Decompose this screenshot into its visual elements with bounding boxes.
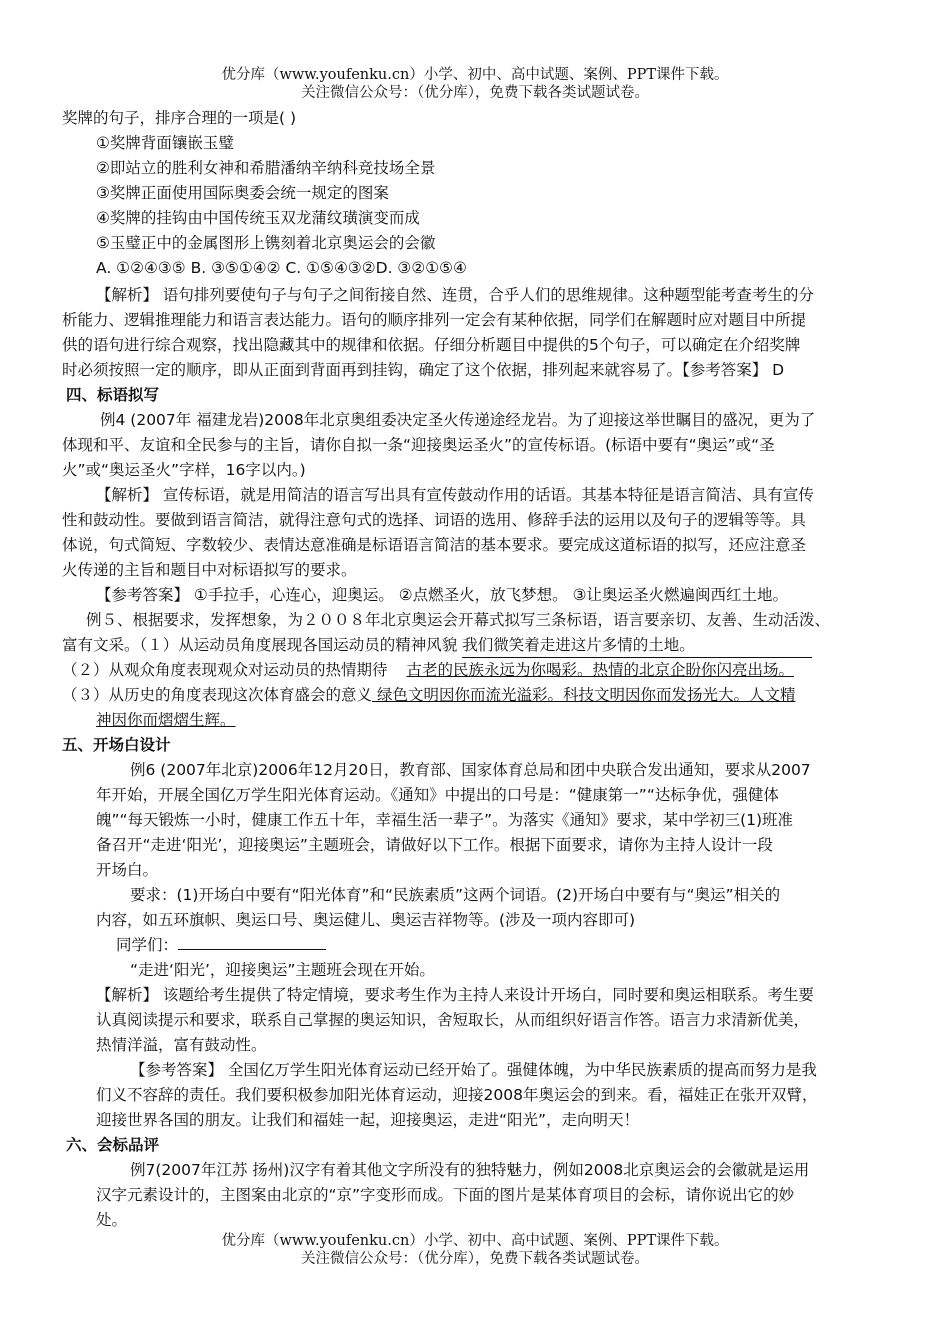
example-text: 年开始，开展全国亿万学生阳光体育运动。《通知》中提出的口号是：“健康第一”“达标争优，强健体 [96, 786, 779, 804]
answer-blank [178, 935, 326, 950]
underlined-answer: 神因你而熠熠生辉。 [96, 711, 236, 729]
analysis-text: 体说，句式简短、字数较少、表情达意准确是标语语言简洁的基本要求。要完成这道标语的拟写，还应注意圣 [62, 536, 807, 554]
example-text: 汉字元素设计的，主图案由北京的“京”字变形而成。下面的图片是某体育项目的会标，请你说出它的妙 [96, 1186, 795, 1204]
analysis-text: 性和鼓动性。要做到语言简洁，就得注意句式的选择、词语的选用、修辞手法的运用以及句子的逻辑等等。具 [62, 511, 807, 529]
section-heading: 六、会标品评 [66, 1136, 160, 1154]
list-item: ②即站立的胜利女神和希腊潘纳辛纳科竞技场全景 [96, 159, 436, 177]
analysis-text: 析能力、逻辑推理能力和语言表达能力。语句的顺序排列一定会有某种依据，同学们在解题时应对题目中所提 [62, 311, 807, 329]
header-line-1: 优分库（www.youfenku.cn）小学、初中、高中试题、案例、PPT课件下载。 [221, 67, 729, 83]
section-heading: 四、标语拟写 [66, 386, 160, 404]
prompt-text: （３）从历史的角度表现这次体育盛会的意义 [62, 686, 373, 704]
analysis-text: 【解析】 该题给考生提供了特定情境，要求考生作为主持人来设计开场白，同时要和奥运相联系。考生要 [96, 986, 814, 1004]
header-line-2: 关注微信公众号：（优分库），免费下载各类试题试卷。 [301, 85, 649, 101]
example-text: 开场白。 [96, 861, 159, 879]
example-line [62, 633, 812, 658]
prompt-text: 富有文采。（１）从运动员角度展现各国运动员的精神风貌 [62, 636, 463, 654]
example-text: 处。 [96, 1211, 128, 1229]
underlined-answer: 我们微笑着走进这片多情的土地。 [462, 633, 812, 658]
requirement-text: 要求：(1)开场白中要有“阳光体育”和“民族素质”这两个词语。(2)开场白中要有与“奥运”相关的 [130, 886, 781, 904]
analysis-text: 【解析】 语句排列要使句子与句子之间衔接自然、连贯，合乎人们的思维规律。这种题型能考查考生的分 [96, 286, 814, 304]
reference-answer: 们义不容辞的责任。我们要积极参加阳光体育运动，迎接2008年奥运会的到来。看，福娃正在张开双臂， [96, 1086, 818, 1104]
reference-answer: 【参考答案】 全国亿万学生阳光体育运动已经开始了。强健体魄，为中华民族素质的提高而努力是我 [130, 1061, 817, 1079]
reference-answer: 【参考答案】 ①手拉手，心连心，迎奥运。 ②点燃圣火，放飞梦想。 ③让奥运圣火燃遍闽西红土地。 [96, 586, 788, 604]
theme-text: “走进‘阳光’，迎接奥运”主题班会现在开始。 [130, 961, 435, 979]
analysis-text: 供的语句进行综合观察，找出隐藏其中的规律和依据。仔细分析题目中提供的5个句子，可以确定在介绍奖牌 [62, 336, 801, 354]
answer-options: A. ①②④③⑤ B. ③⑤①④② C. ①⑤④③②D. ③②①⑤④ [96, 259, 467, 277]
list-item: ③奖牌正面使用国际奥委会统一规定的图案 [96, 184, 389, 202]
greeting-text: 同学们： [116, 936, 179, 954]
analysis-text: 时必须按照一定的顺序，即从正面到背面再到挂钩，确定了这个依据，排列起来就容易了。【参考答案】 D [62, 361, 785, 379]
underlined-answer: 古老的民族永远为你喝彩。热情的北京企盼你闪亮出场。 [406, 661, 794, 679]
example-line [62, 683, 795, 707]
example-text: 魄”“每天锻炼一小时，健康工作五十年，幸福生活一辈子”。为落实《通知》要求，某中学初三(1)班准 [96, 811, 794, 829]
requirement-text: 内容，如五环旗帜、奥运口号、奥运健儿、奥运吉祥物等。(涉及一项内容即可) [96, 911, 636, 929]
section-heading: 五、开场白设计 [62, 736, 171, 754]
reference-answer: 迎接世界各国的朋友。让我们和福娃一起，迎接奥运，走进“阳光”，走向明天！ [96, 1111, 640, 1129]
example-line [62, 658, 794, 682]
example-text: 例7(2007年江苏 扬州)汉字有着其他文字所没有的独特魅力，例如2008北京奥运会的会徽就是运用 [130, 1161, 810, 1179]
example-text: 火”或“奥运圣火”字样，16字以内。) [62, 461, 306, 479]
example-text: 备召开“走进‘阳光’，迎接奥运”主题班会，请做好以下工作。根据下面要求，请你为主持人设计一段 [96, 836, 773, 854]
underlined-answer: 绿色文明因你而流光溢彩。科技文明因你而发扬光大。人文精 [372, 686, 796, 704]
analysis-text: 【解析】 宣传标语，就是用简洁的语言写出具有宣传鼓动作用的话语。其基本特征是语言简洁、具有宣传 [96, 486, 814, 504]
greeting-line [116, 933, 326, 957]
list-item: ⑤玉璧正中的金属图形上镌刻着北京奥运会的会徽 [96, 234, 436, 252]
analysis-text: 热情洋溢，富有鼓动性。 [96, 1036, 267, 1054]
analysis-text: 火传递的主旨和题目中对标语拟写的要求。 [62, 561, 357, 579]
analysis-text: 认真阅读提示和要求，联系自己掌握的奥运知识，舍短取长，从而组织好语言作答。语言力求清新优美， [96, 1011, 810, 1029]
example-text: 例6 (2007年北京)2006年12月20日，教育部、国家体育总局和团中央联合发出通知，要求从2007 [130, 761, 811, 779]
footer-line-2: 关注微信公众号：（优分库），免费下载各类试题试卷。 [301, 1251, 649, 1267]
list-item: ④奖牌的挂钩由中国传统玉双龙蒲纹璜演变而成 [96, 209, 420, 227]
example-text: 例５、根据要求，发挥想象，为２００８年北京奥运会开幕式拟写三条标语，语言要亲切、友善、生动活泼、 [86, 611, 831, 629]
example-text: 例4 (2007年 福建龙岩)2008年北京奥组委决定圣火传递途经龙岩。为了迎接这举世瞩目的盛况，更为了 [100, 411, 816, 429]
list-item: ①奖牌背面镶嵌玉璧 [96, 134, 234, 152]
question-stem: 奖牌的句子，排序合理的一项是( ) [62, 109, 297, 127]
footer-line-1: 优分库（www.youfenku.cn）小学、初中、高中试题、案例、PPT课件下载。 [221, 1233, 729, 1249]
example-text: 体现和平、友谊和全民参与的主旨，请你自拟一条“迎接奥运圣火”的宣传标语。(标语中要有“奥运”或“圣 [62, 436, 775, 454]
prompt-text: （２）从观众角度表现观众对运动员的热情期待 [62, 661, 393, 679]
